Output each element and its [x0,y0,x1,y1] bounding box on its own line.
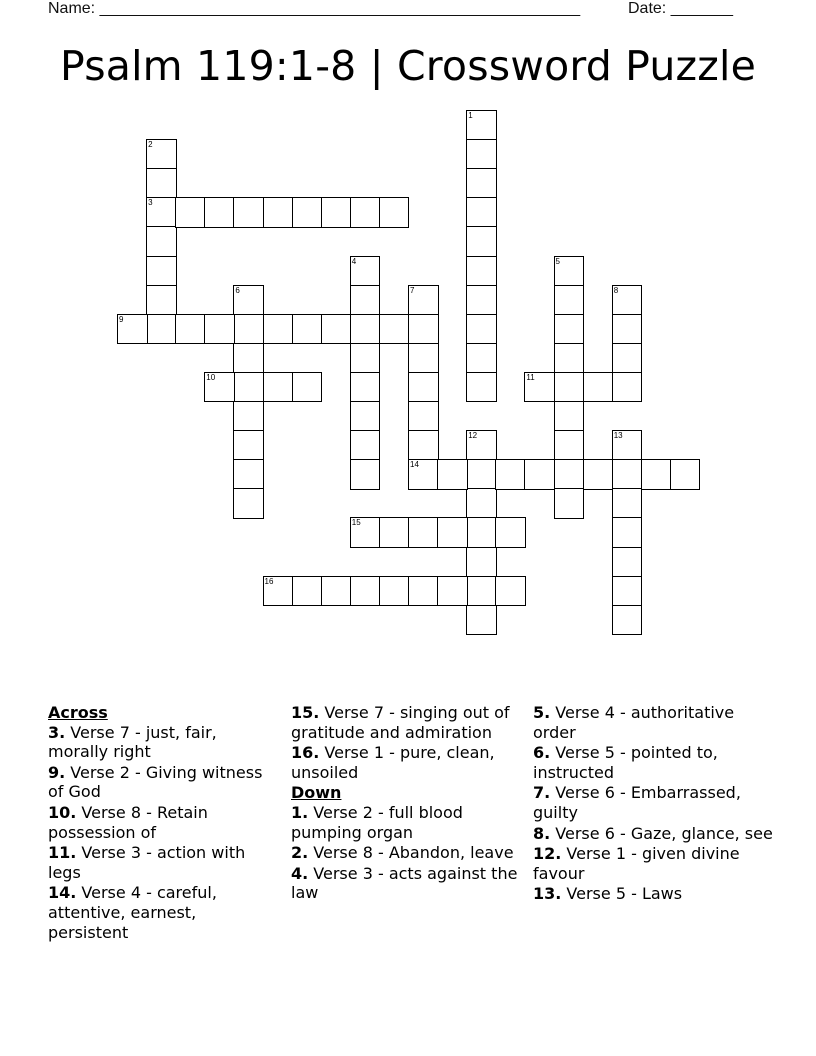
crossword-cell[interactable] [554,343,585,374]
cell-number: 14 [410,460,419,470]
clue-number: 9. [48,762,66,782]
crossword-cell[interactable] [233,197,264,228]
clue-across-9 [48,763,278,802]
crossword-cell[interactable] [321,314,352,345]
crossword-cell[interactable] [554,256,585,287]
crossword-cell[interactable] [408,517,439,548]
crossword-cell[interactable] [612,285,643,316]
clue-number: 8. [533,823,551,843]
crossword-cell[interactable] [408,285,439,316]
cell-number: 8 [613,285,619,295]
crossword-cell[interactable] [146,197,177,228]
clue-text: Verse 8 - Abandon, leave [308,843,514,863]
cell-number: 2 [148,140,153,150]
cell-number: 9 [119,314,124,324]
clue-number: 5. [533,703,551,722]
clue-down-13 [533,884,773,904]
cell-number: 16 [264,576,274,586]
crossword-cell[interactable] [612,488,643,519]
crossword-cell[interactable] [408,401,439,432]
crossword-cell[interactable] [437,459,468,490]
clue-number: 7. [533,783,551,803]
crossword-cell[interactable] [233,401,264,432]
crossword-cell[interactable] [350,285,381,316]
crossword-cell[interactable] [466,605,497,636]
crossword-cell[interactable] [263,197,294,228]
crossword-cell[interactable] [524,459,555,490]
crossword-cell[interactable] [263,576,294,607]
crossword-cell[interactable] [466,314,497,345]
clue-text: Verse 1 - given divine favour [533,844,740,883]
crossword-cell[interactable] [204,197,235,228]
across-heading: Across [48,703,108,722]
crossword-cell[interactable] [321,197,352,228]
clue-down-5 [533,703,773,742]
clue-down-6 [533,743,773,782]
crossword-cell[interactable] [233,314,264,345]
crossword-cell[interactable] [233,488,264,519]
clue-down-7 [533,783,773,822]
crossword-cell[interactable] [495,517,526,548]
crossword-cell[interactable] [146,314,177,345]
crossword-cell[interactable] [466,197,497,228]
clue-text: Verse 1 - pure, clean, unsoiled [291,743,495,782]
clues-column-2 [291,703,521,904]
crossword-cell[interactable] [350,430,381,461]
crossword-cell[interactable] [233,372,264,403]
crossword-cell[interactable] [408,343,439,374]
crossword-cell[interactable] [263,314,294,345]
crossword-cell[interactable] [350,576,381,607]
crossword-cell[interactable] [466,226,497,257]
clue-text: Verse 3 - acts against the law [291,863,518,903]
clue-down-1 [291,803,521,842]
crossword-cell[interactable] [554,430,585,461]
cell-number: 4 [351,256,357,266]
crossword-cell[interactable] [437,517,468,548]
crossword-cell[interactable] [233,459,264,490]
crossword-cell[interactable] [146,168,177,199]
clue-text: Verse 4 - authoritative order [533,703,735,742]
crossword-cell[interactable] [292,372,323,403]
clue-across-15 [291,703,521,742]
clue-number: 11. [48,843,77,863]
crossword-cell[interactable] [495,459,526,490]
crossword-cell[interactable] [146,226,177,257]
crossword-cell[interactable] [466,285,497,316]
cell-number: 1 [468,111,473,120]
crossword-cell[interactable] [612,343,643,374]
crossword-cell[interactable] [379,197,410,228]
crossword-cell[interactable] [233,285,264,316]
clue-number: 14. [48,883,77,903]
clue-down-8 [533,824,773,844]
crossword-cell[interactable] [350,517,381,548]
clue-number: 4. [291,863,309,883]
crossword-cell[interactable] [670,459,701,490]
crossword-cell[interactable] [583,459,614,490]
cell-number: 13 [613,431,623,441]
clue-across-3 [48,723,278,762]
crossword-cell[interactable] [233,430,264,461]
clue-number: 13. [533,884,562,904]
crossword-cell[interactable] [350,314,381,345]
crossword-cell[interactable] [466,372,497,403]
down-heading: Down [291,783,342,803]
crossword-cell[interactable] [554,488,585,519]
crossword-cell[interactable] [583,372,614,403]
crossword-cell[interactable] [466,430,497,461]
crossword-cell[interactable] [292,314,323,345]
crossword-cell[interactable] [350,459,381,490]
cell-number: 6 [235,285,240,295]
clue-text: Verse 8 - Retain possession of [48,802,208,842]
crossword-cell[interactable] [292,197,323,228]
crossword-cell[interactable] [612,430,643,461]
crossword-cell[interactable] [350,256,381,287]
crossword-cell[interactable] [612,547,643,578]
crossword-cell[interactable] [466,488,497,519]
crossword-cell[interactable] [466,547,497,578]
clue-text: Verse 5 - pointed to, instructed [533,743,718,782]
cell-number: 5 [555,256,560,266]
clue-across-11 [48,843,278,882]
crossword-cell[interactable] [495,576,526,607]
cell-number: 12 [468,431,478,441]
crossword-cell[interactable] [437,576,468,607]
clue-text: Verse 4 - careful, attentive, earnest, persistent [48,883,217,942]
crossword-cell[interactable] [233,343,264,374]
crossword-cell[interactable] [612,605,643,636]
cell-number: 7 [410,285,415,295]
crossword-cell[interactable] [524,372,555,403]
clue-number: 12. [533,844,562,864]
crossword-cell[interactable] [612,372,643,403]
crossword-cell[interactable] [408,430,439,461]
crossword-cell[interactable] [612,517,643,548]
clue-across-16 [291,743,521,782]
clues-column-1 [48,703,278,943]
crossword-cell[interactable] [466,459,497,490]
crossword-cell[interactable] [408,372,439,403]
crossword-cell[interactable] [466,139,497,170]
crossword-cell[interactable] [466,256,497,287]
crossword-cell[interactable] [146,256,177,287]
clue-text: Verse 7 - just, fair, morally right [48,722,217,762]
crossword-cell[interactable] [554,285,585,316]
crossword-cell[interactable] [175,314,206,345]
crossword-cell[interactable] [408,576,439,607]
crossword-cell[interactable] [466,343,497,374]
clue-down-12 [533,844,773,883]
page-title: Psalm 119:1-8 | Crossword Puzzle [59,42,756,90]
clue-text: Verse 6 - Embarrassed, guilty [533,783,741,822]
clue-text: Verse 3 - action with legs [48,843,246,882]
crossword-cell[interactable] [554,372,585,403]
crossword-cell[interactable] [379,517,410,548]
clue-across-14 [48,883,278,942]
clue-number: 16. [291,743,320,763]
clue-number: 6. [533,743,551,763]
date-field[interactable]: Date: _______ [628,0,733,17]
clue-text: Verse 2 - full blood pumping organ [291,802,463,842]
crossword-cell[interactable] [554,459,585,490]
crossword-cell[interactable] [641,459,672,490]
crossword-cell[interactable] [554,401,585,432]
clue-down-4 [291,864,521,903]
crossword-cell[interactable] [204,372,235,403]
crossword-cell[interactable] [612,314,643,345]
crossword-cell[interactable] [204,314,235,345]
crossword-cell[interactable] [466,517,497,548]
crossword-cell[interactable] [408,314,439,345]
crossword-cell[interactable] [175,197,206,228]
crossword-cell[interactable] [408,459,439,490]
clue-text: Verse 6 - Gaze, glance, see [550,823,773,843]
crossword-cell[interactable] [466,110,497,141]
clue-text: Verse 5 - Laws [561,884,683,904]
clue-number: 1. [291,802,309,822]
crossword-cell[interactable] [466,168,497,199]
crossword-cell[interactable] [350,401,381,432]
clue-number: 2. [291,843,309,863]
crossword-cell[interactable] [321,576,352,607]
crossword-cell[interactable] [466,576,497,607]
cell-number: 10 [206,372,216,382]
clue-text: Verse 2 - Giving witness of God [48,762,263,802]
clue-number: 15. [291,703,320,722]
crossword-cell[interactable] [292,576,323,607]
crossword-cell[interactable] [146,285,177,316]
crossword-cell[interactable] [612,576,643,607]
clues-column-3 [533,703,773,905]
crossword-cell[interactable] [379,576,410,607]
clue-across-10 [48,803,278,842]
crossword-cell[interactable] [350,197,381,228]
crossword-cell[interactable] [554,314,585,345]
crossword-cell[interactable] [612,459,643,490]
name-field[interactable]: Name: ______________________________________________________ [48,0,581,17]
crossword-cell[interactable] [379,314,410,345]
cell-number: 11 [526,372,535,382]
crossword-cell[interactable] [350,372,381,403]
cell-number: 15 [351,518,361,528]
crossword-cell[interactable] [263,372,294,403]
clue-down-2 [291,843,521,863]
crossword-cell[interactable] [350,343,381,374]
clue-number: 3. [48,722,66,742]
clue-text: Verse 7 - singing out of gratitude and admiration [291,703,510,742]
crossword-cell[interactable] [146,139,177,170]
cell-number: 3 [148,198,153,208]
crossword-cell[interactable] [117,314,148,345]
clue-number: 10. [48,802,77,822]
